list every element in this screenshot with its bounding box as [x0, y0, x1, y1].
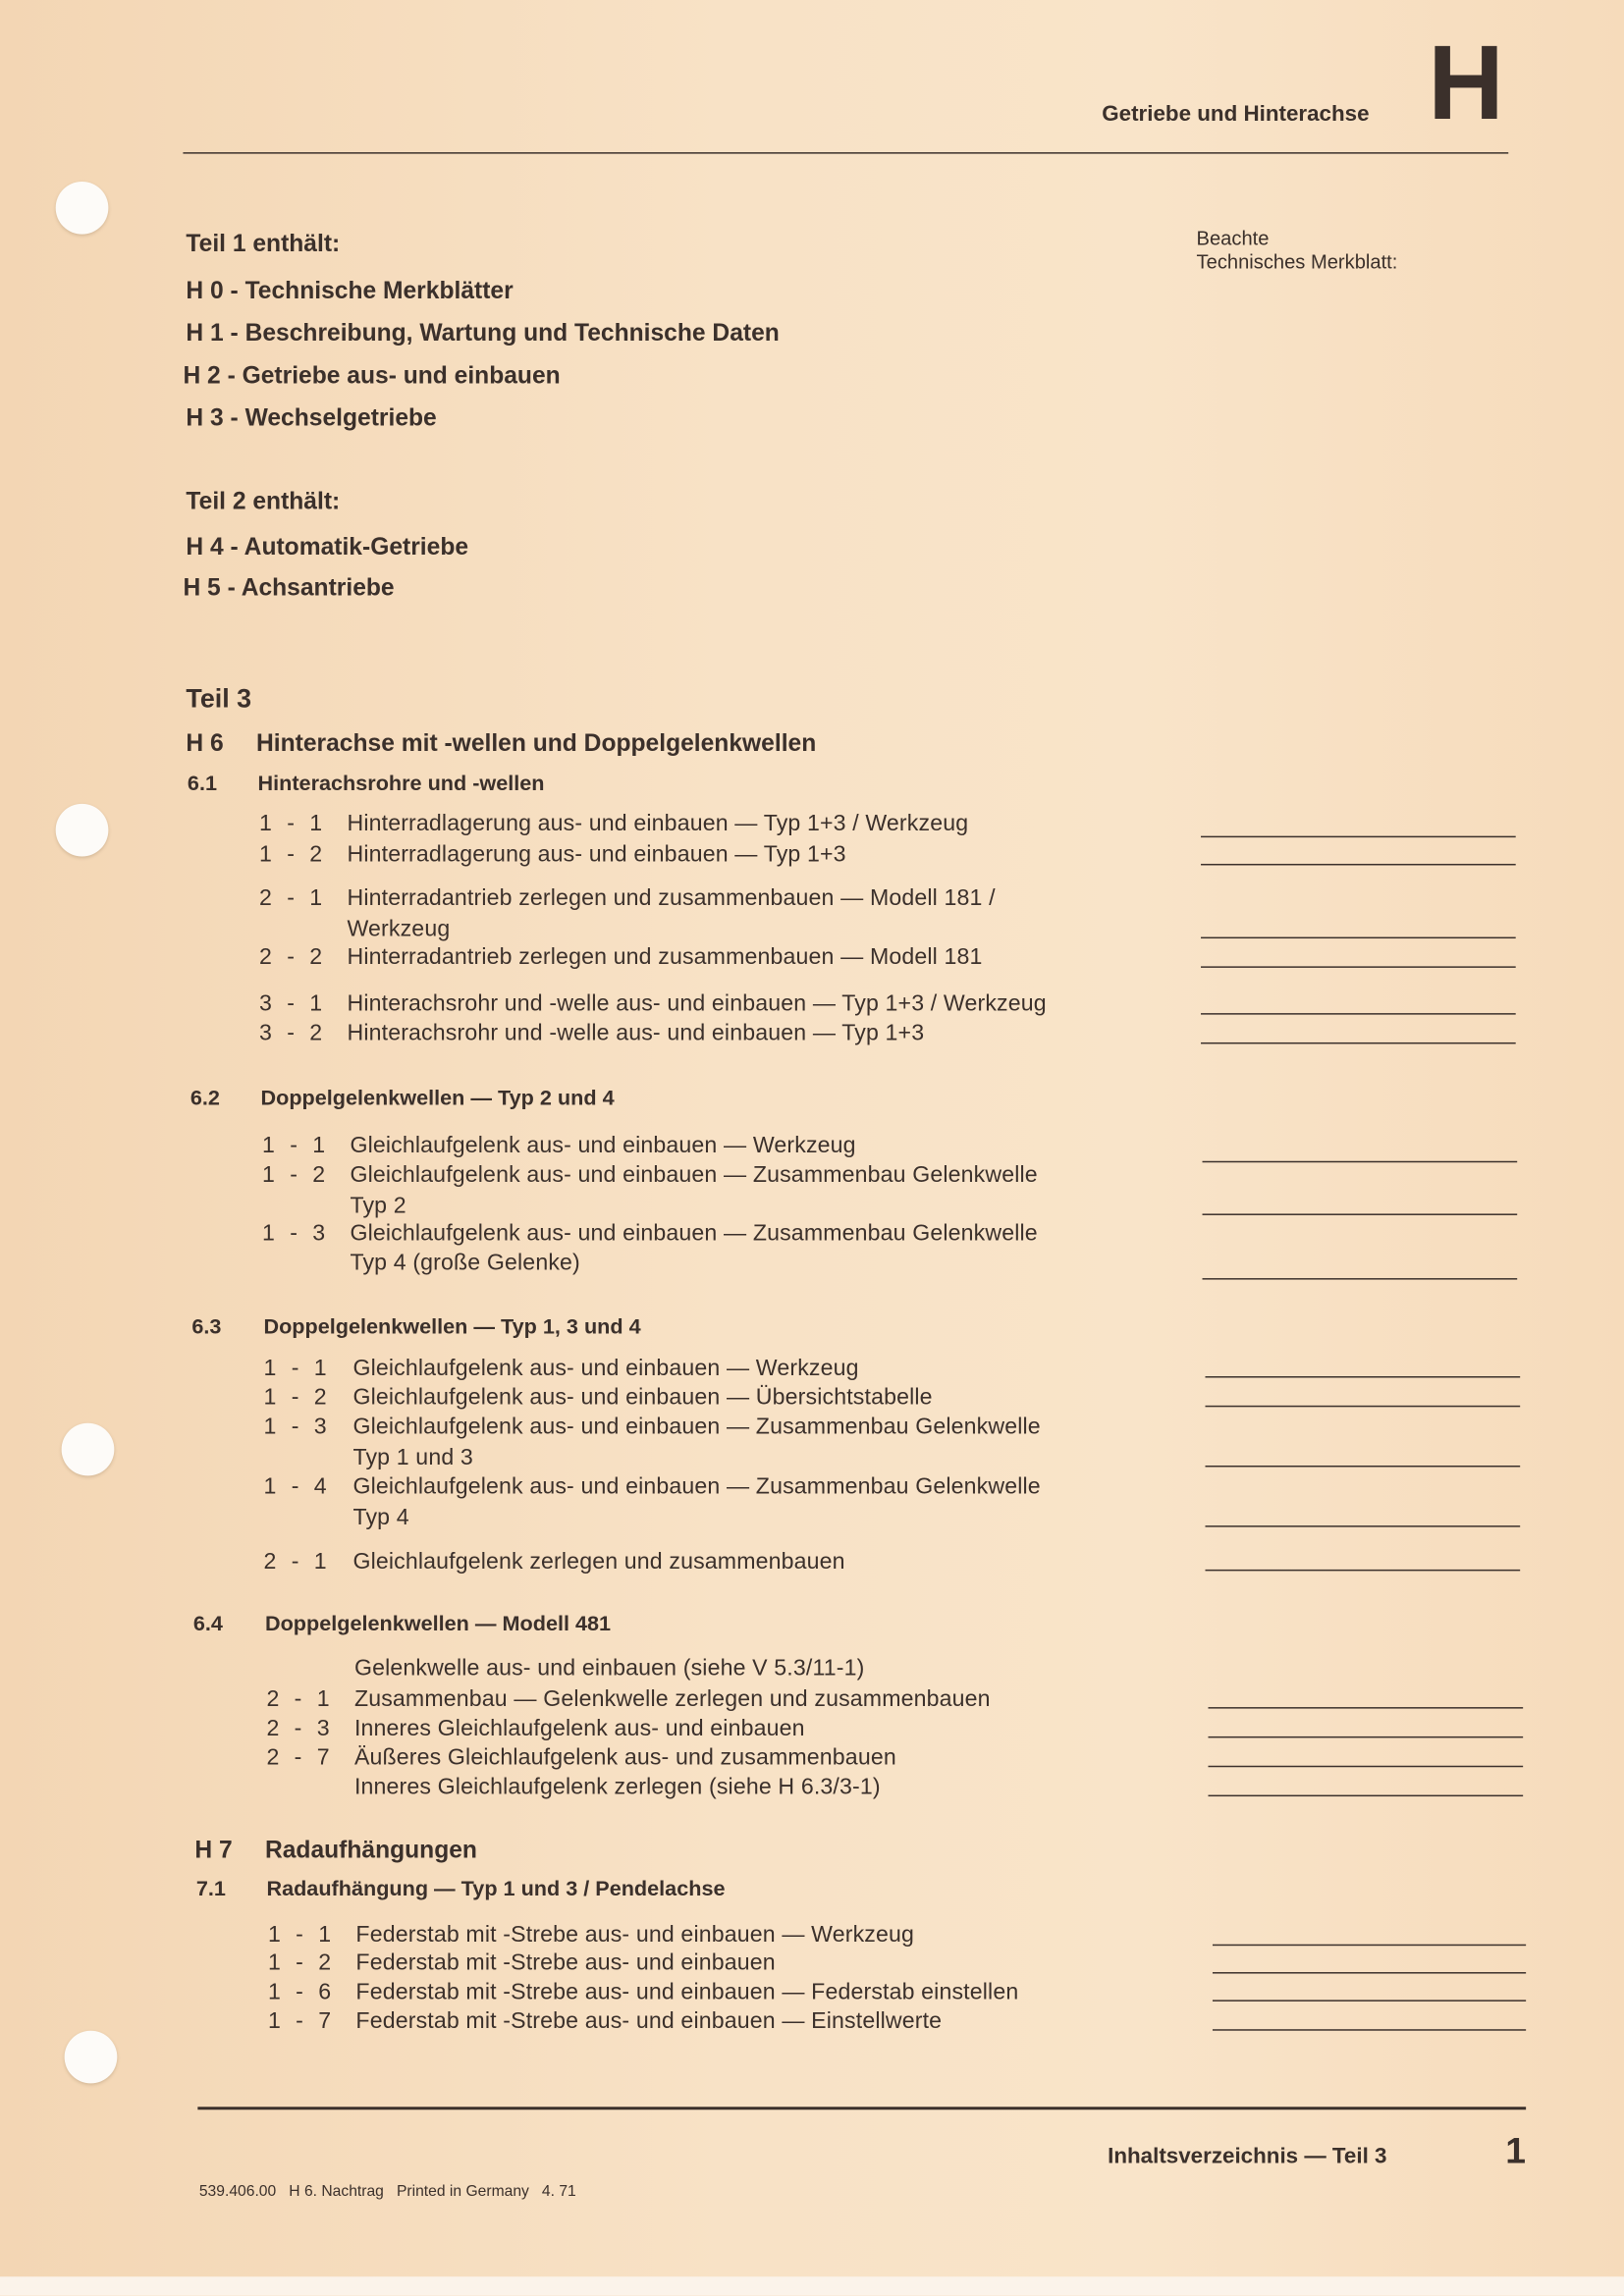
page-number: 1: [1505, 2130, 1527, 2172]
item-number: 1 - 4: [263, 1474, 332, 1500]
item-text: Hinterachsrohr und -welle aus- und einbauen — Typ 1+3: [347, 1020, 925, 1046]
fill-line: [1201, 1013, 1516, 1015]
item-text: Gleichlaufgelenk aus- und einbauen — Zusammenbau Gelenkwelle: [352, 1474, 1041, 1500]
item-number: 2 - 1: [263, 1549, 332, 1575]
toc-entry: H 5 - Achsantriebe: [183, 574, 395, 602]
footer-title: Inhaltsverzeichnis — Teil 3: [1108, 2144, 1387, 2169]
section-title: Radaufhängung — Typ 1 und 3 / Pendelachse: [266, 1878, 726, 1902]
item-number: 1 - 1: [267, 1922, 336, 1949]
item-number: 3 - 2: [258, 1020, 327, 1046]
teil1-heading: Teil 1 enthält:: [186, 231, 341, 258]
item-number: 3 - 1: [258, 991, 327, 1017]
item-text: Äußeres Gleichlaufgelenk aus- und zusammenbauen: [353, 1745, 896, 1771]
toc-entry: H 1 - Beschreibung, Wartung und Technische Daten: [186, 320, 780, 347]
item-text: Gleichlaufgelenk aus- und einbauen — Werkzeug: [350, 1133, 856, 1159]
fill-line: [1206, 1466, 1521, 1468]
item-number: 2 - 1: [258, 885, 327, 912]
fill-line: [1213, 2000, 1526, 2002]
item-number: 1 - 2: [267, 1950, 336, 1976]
fill-line: [1201, 836, 1516, 838]
toc-entry: H 0 - Technische Merkblätter: [186, 278, 514, 304]
fill-line: [1208, 1795, 1523, 1797]
fill-line: [1201, 966, 1516, 968]
item-number: 1 - 3: [263, 1415, 332, 1440]
item-number: 1 - 2: [261, 1162, 330, 1188]
item-text-continued: Typ 4: [352, 1505, 409, 1530]
item-number: 1 - 1: [263, 1356, 332, 1381]
item-text: Gelenkwelle aus- und einbauen (siehe V 5.3/11-1): [353, 1656, 865, 1682]
fill-line: [1203, 1278, 1518, 1280]
item-text: Hinterachsrohr und -welle aus- und einbauen — Typ 1+3 / Werkzeug: [347, 991, 1047, 1017]
punch-hole: [65, 2031, 118, 2084]
fill-line: [1206, 1376, 1521, 1378]
section-title: Doppelgelenkwellen — Typ 1, 3 und 4: [263, 1315, 641, 1340]
section-title: Hinterachsrohre und -wellen: [257, 773, 545, 797]
fill-line: [1201, 864, 1516, 866]
fill-line: [1206, 1406, 1521, 1408]
note-label: Technisches Merkblatt:: [1196, 250, 1398, 273]
toc-entry: H 3 - Wechselgetriebe: [186, 404, 437, 432]
item-number: 2 - 2: [258, 944, 327, 970]
section-number: 6.4: [192, 1613, 223, 1637]
toc-entry: H 2 - Getriebe aus- und einbauen: [183, 362, 561, 390]
item-text: Gleichlaufgelenk aus- und einbauen — Übersichtstabelle: [352, 1385, 933, 1411]
fill-line: [1208, 1766, 1523, 1768]
teil3-heading: Teil 3: [186, 683, 252, 714]
fill-line: [1213, 2029, 1526, 2031]
item-text: Federstab mit -Strebe aus- und einbauen — Einstellwerte: [355, 2008, 943, 2035]
item-number: 1 - 6: [267, 1979, 336, 2005]
section-number: 6.2: [189, 1087, 220, 1111]
header-rule: [183, 152, 1508, 154]
item-text: Gleichlaufgelenk aus- und einbauen — Zusammenbau Gelenkwelle: [350, 1162, 1038, 1188]
note-label: Beachte: [1196, 227, 1270, 249]
footer-rule: [197, 2107, 1526, 2109]
item-number: 2 - 7: [266, 1745, 335, 1771]
section-number: 6.1: [187, 773, 217, 797]
item-text-continued: Typ 4 (große Gelenke): [350, 1251, 580, 1276]
fill-line: [1203, 1213, 1518, 1215]
item-number: 1 - 1: [258, 811, 327, 837]
fill-line: [1203, 1161, 1518, 1163]
fill-line: [1213, 1972, 1526, 1974]
item-number: 1 - 3: [261, 1221, 330, 1247]
fill-line: [1208, 1736, 1523, 1738]
punch-hole: [56, 804, 109, 857]
item-text-continued: Typ 2: [350, 1193, 406, 1219]
footer-imprint: 539.406.00 H 6. Nachtrag Printed in Germany 4. 71: [198, 2182, 576, 2201]
item-text: Federstab mit -Strebe aus- und einbauen — Federstab einstellen: [355, 1979, 1019, 2005]
item-text: Zusammenbau — Gelenkwelle zerlegen und zusammenbauen: [353, 1686, 991, 1712]
item-number: 1 - 2: [258, 841, 327, 868]
item-text: Hinterradlagerung aus- und einbauen — Typ 1+3: [347, 841, 846, 868]
punch-hole: [62, 1423, 115, 1476]
item-text: Inneres Gleichlaufgelenk zerlegen (siehe H 6.3/3-1): [353, 1775, 881, 1800]
header-title: Getriebe und Hinterachse: [1102, 101, 1370, 128]
item-text-continued: Typ 1 und 3: [352, 1445, 473, 1470]
page-edge: [0, 2276, 1624, 2295]
punch-hole: [56, 182, 109, 235]
chapter-title: Hinterachse mit -wellen und Doppelgelenkwellen: [256, 729, 817, 757]
item-text: Federstab mit -Strebe aus- und einbauen — Werkzeug: [355, 1922, 915, 1949]
item-text: Hinterradlagerung aus- und einbauen — Typ 1+3 / Werkzeug: [347, 811, 969, 837]
fill-line: [1201, 937, 1516, 939]
chapter-number: H 6: [186, 729, 224, 757]
toc-entry: H 4 - Automatik-Getriebe: [186, 534, 469, 561]
item-text: Federstab mit -Strebe aus- und einbauen: [355, 1950, 776, 1976]
section-title: Doppelgelenkwellen — Modell 481: [264, 1613, 612, 1637]
item-number: 2 - 3: [266, 1716, 335, 1741]
item-text: Inneres Gleichlaufgelenk aus- und einbauen: [353, 1716, 805, 1741]
header-letter: H: [1428, 25, 1504, 142]
item-text: Gleichlaufgelenk aus- und einbauen — Zusammenbau Gelenkwelle: [350, 1221, 1038, 1247]
fill-line: [1201, 1042, 1516, 1044]
item-text: Gleichlaufgelenk zerlegen und zusammenbauen: [352, 1549, 845, 1575]
section-title: Doppelgelenkwellen — Typ 2 und 4: [260, 1087, 615, 1111]
section-number: 6.3: [191, 1315, 222, 1340]
chapter-number: H 7: [194, 1837, 233, 1864]
item-number: 1 - 7: [267, 2008, 336, 2035]
fill-line: [1213, 1945, 1526, 1947]
item-number: 2 - 1: [266, 1686, 335, 1712]
item-text: Hinterradantrieb zerlegen und zusammenbauen — Modell 181: [347, 944, 983, 970]
item-text: Gleichlaufgelenk aus- und einbauen — Werkzeug: [352, 1356, 859, 1381]
section-number: 7.1: [195, 1878, 226, 1902]
item-text-continued: Werkzeug: [347, 917, 451, 942]
item-text: Hinterradantrieb zerlegen und zusammenbauen — Modell 181 /: [347, 885, 996, 912]
item-text: Gleichlaufgelenk aus- und einbauen — Zusammenbau Gelenkwelle: [352, 1415, 1041, 1440]
item-number: 1 - 1: [261, 1133, 330, 1159]
fill-line: [1206, 1525, 1521, 1527]
chapter-title: Radaufhängungen: [264, 1837, 477, 1864]
item-number: 1 - 2: [263, 1385, 332, 1411]
fill-line: [1206, 1570, 1521, 1572]
fill-line: [1208, 1707, 1523, 1709]
teil2-heading: Teil 2 enthält:: [186, 488, 341, 515]
